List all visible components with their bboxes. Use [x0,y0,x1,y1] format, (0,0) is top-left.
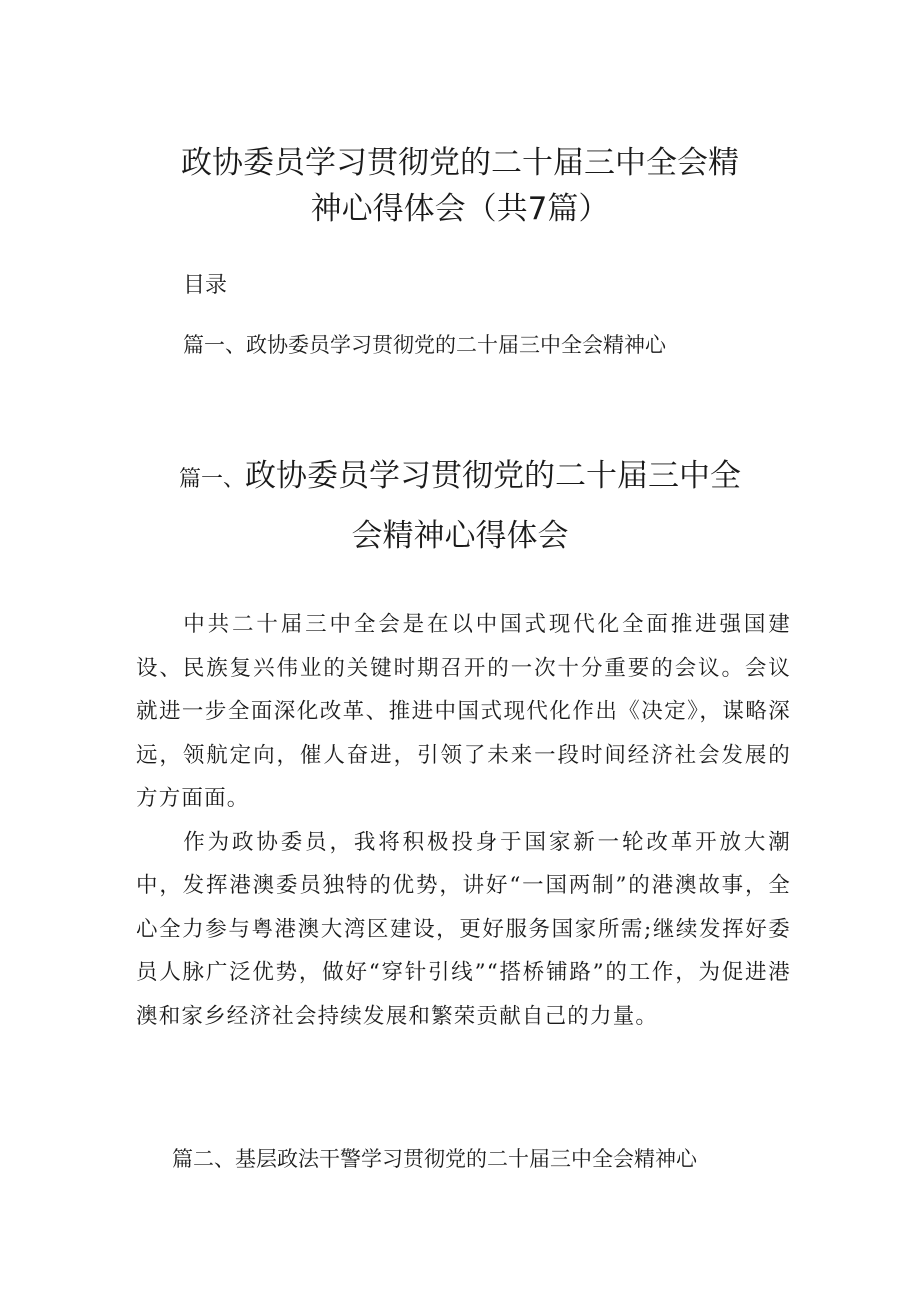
section-1-body [136,603,791,1038]
section-2-heading: 篇二、基层政法干警学习贯彻党的二十届三中全会精神心 [172,1147,697,1171]
document-title [140,140,780,232]
section-1-paragraph-2: 作为政协委员，我将积极投身于国家新一轮改革开放大潮中，发挥港澳委员独特的优势，讲好“一国两制”的港澳故事，全心全力参与粤港澳大湾区建设，更好服务国家所需;继续发挥好委员人脉广泛优势，做好“穿针引线”“搭桥铺路”的工作，为促进港澳和家乡经济社会持续发展和繁荣贡献自己的力量。 [136,829,791,1029]
section-1-prefix: 篇一、 [178,467,245,492]
document-title-line-2: 神心得体会（共7篇） [310,191,610,227]
section-1-title-line-2: 会精神心得体会 [351,518,569,554]
document-title-line-1: 政协委员学习贯彻党的二十届三中全会精 [181,145,739,181]
toc-heading: 目录 [183,273,228,298]
section-1-title [140,448,780,564]
toc-item-1[interactable]: 篇一、政协委员学习贯彻党的二十届三中全会精神心 [183,333,666,357]
section-1-title-line-1: 政协委员学习贯彻党的二十届三中全 [245,458,741,494]
section-1-paragraph-1: 中共二十届三中全会是在以中国式现代化全面推进强国建设、民族复兴伟业的关键时期召开的一次十分重要的会议。会议就进一步全面深化改革、推进中国式现代化作出《决定》，谋略深远，领航定向，催人奋进，引领了未来一段时间经济社会发展的方方面面。 [136,612,791,811]
